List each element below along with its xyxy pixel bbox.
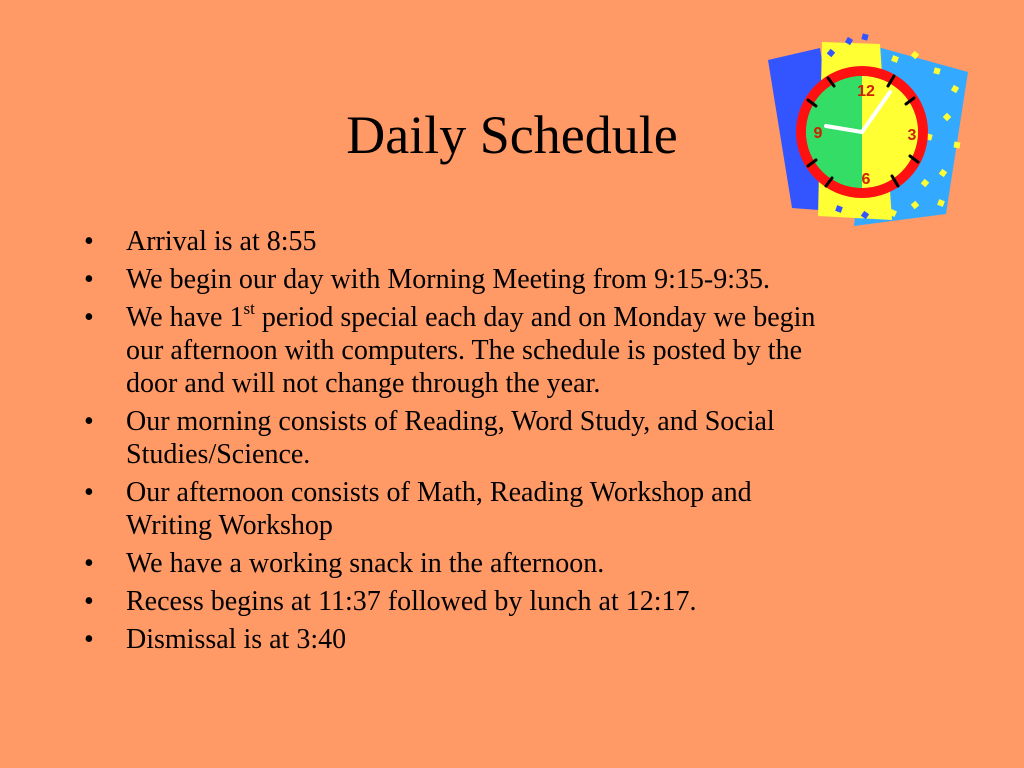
bullet-list (84, 225, 844, 661)
bullet-text: Our morning consists of Reading, Word Study, and Social Studies/Science. (126, 406, 775, 470)
clock-number-6: 6 (861, 171, 871, 188)
bullet-item (84, 547, 844, 580)
bullet-dot: • (84, 226, 94, 257)
bullet-text-post: period special each day and on Monday we begin our afternoon with computers. The schedule is posted by the door and will not change through the year. (126, 302, 816, 399)
bullet-dot: • (84, 586, 94, 617)
bullet-item (84, 225, 844, 258)
bullet-text: We begin our day with Morning Meeting from 9:15-9:35. (126, 264, 770, 295)
bullet-text: We have a working snack in the afternoon. (126, 548, 605, 579)
bullet-item (84, 405, 844, 471)
bullet-item (84, 476, 844, 542)
bullet-text: Arrival is at 8:55 (126, 226, 317, 257)
bullet-dot: • (84, 548, 94, 579)
bullet-dot: • (84, 477, 94, 508)
bullet-dot: • (84, 264, 94, 295)
bullet-text-sup: st (243, 298, 255, 318)
bullet-item (84, 263, 844, 296)
clock-number-3: 3 (907, 127, 917, 144)
bullet-text-pre: We have 1 (126, 302, 244, 333)
clock-icon (762, 30, 980, 232)
bullet-text: Recess begins at 11:37 followed by lunch at 12:17. (126, 586, 697, 617)
bullet-dot: • (84, 406, 94, 437)
bullet-item (84, 298, 844, 400)
slide-title: Daily Schedule (346, 105, 678, 165)
bullet-item (84, 623, 844, 656)
clock-number-12: 12 (857, 83, 875, 100)
bullet-text: Our afternoon consists of Math, Reading Workshop and Writing Workshop (126, 477, 752, 541)
clock-number-9: 9 (813, 125, 823, 142)
bullet-item (84, 585, 844, 618)
bullet-text: Dismissal is at 3:40 (126, 624, 347, 655)
bullet-dot: • (84, 624, 94, 655)
bullet-dot: • (84, 302, 94, 333)
